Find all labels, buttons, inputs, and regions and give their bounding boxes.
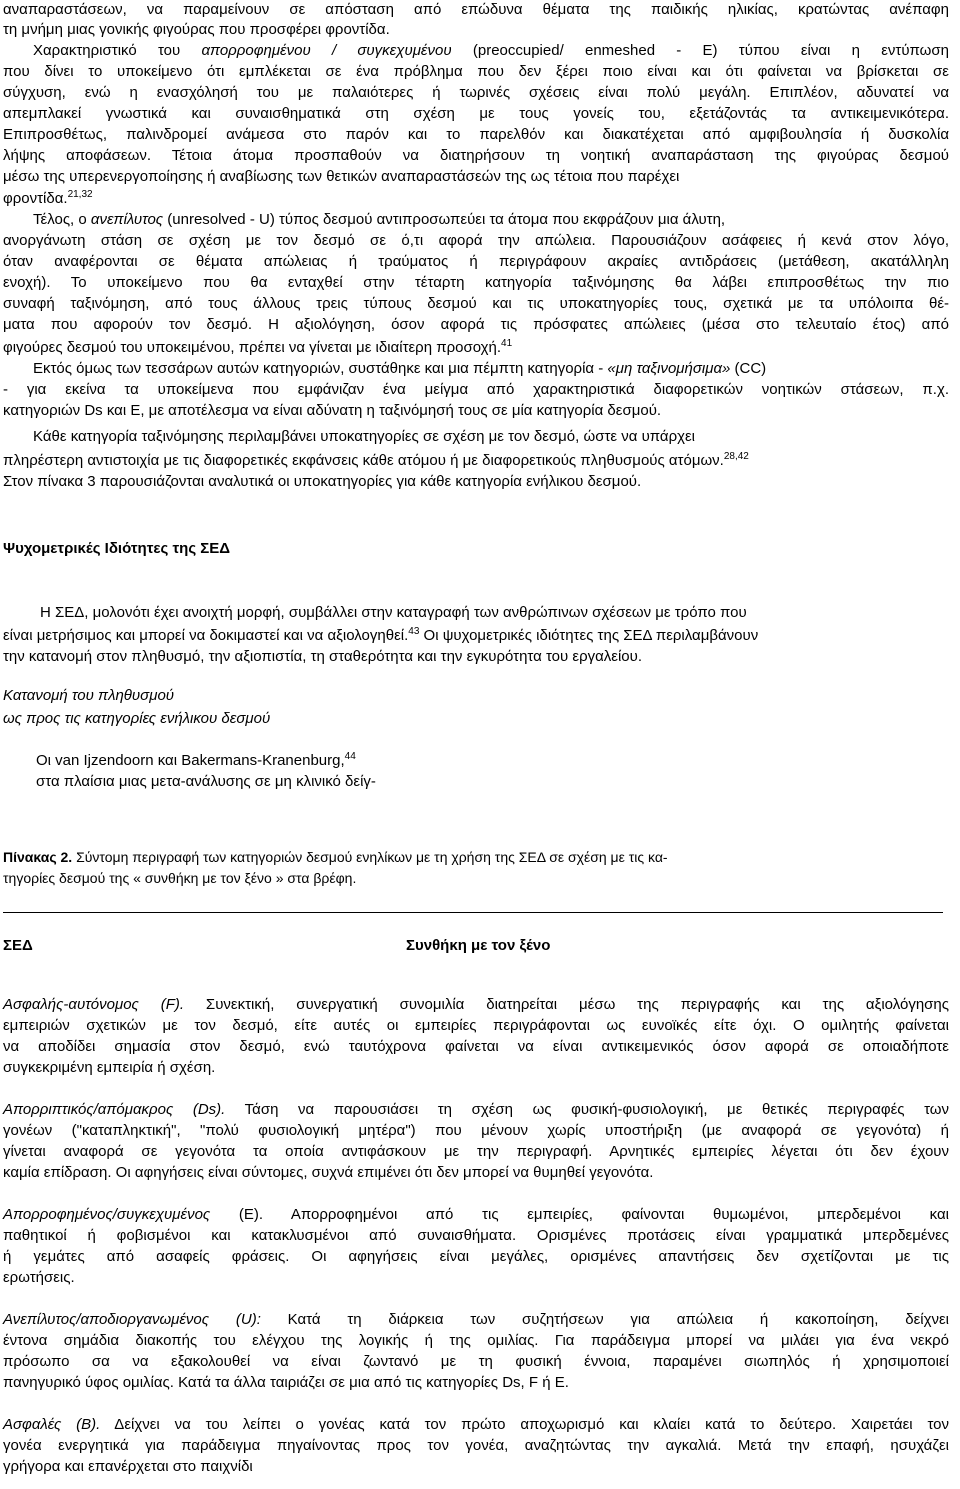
table-entry-line: να αποδίδει σημασία στον δεσμό, ενώ ταυτόχρονα φαίνεται να είναι αντικειμενικός όσον αφορά σε οποιαδήποτε (3, 1038, 949, 1055)
table-entry-line: Ασφαλές (B). Δείχνει να του λείπει ο γονέας κατά τον πρώτο αποχωρισμό και κλαίει κατά το δεύτερο. Χαιρετάει τον (3, 1416, 949, 1433)
entry-term: Απορριπτικός/απόμακρος (Ds). (3, 1101, 226, 1118)
subsection-heading: ως προς τις κατηγορίες ενήλικου δεσμού (3, 710, 271, 727)
table-column-header: ΣΕΔ (3, 937, 33, 954)
entry-term: Ανεπίλυτος/αποδιοργανωμένος (U): (3, 1311, 261, 1328)
paragraph-line: Κάθε κατηγορία ταξινόμησης περιλαμβάνει υποκατηγορίες σε σχέση με τον δεσμό, ώστε να υπάρχει (33, 428, 696, 445)
paragraph-line: φιγούρες δεσμού του υποκειμένου, πρέπει να γίνεται με ιδιαίτερη προσοχή.$^{41}$ (3, 338, 513, 356)
paragraph-line: Χαρακτηριστικό του απορροφημένου / συγκεχυμένου (preoccupied/ enmeshed - E) τύπου είναι η εντύπωση (33, 42, 949, 59)
paragraph-line: λήψης αποφάσεων. Τέτοια άτομα προσπαθούν να διατηρήσουν τη νοητική αναπαράσταση της φιγούρας δεσμού (3, 147, 949, 164)
paragraph-line: Οι van Ijzendoorn και Bakermans-Kranenburg,$^{44}$ (36, 751, 356, 769)
entry-term: Απορροφημένος/συγκεχυμένος (3, 1206, 211, 1223)
paragraph-line: Επιπροσθέτως, παλινδρομεί ανάμεσα στο παρόν και το παρελθόν και διακατέχεται από αμφιβουλησία ή δυσκολία (3, 126, 949, 143)
citation-superscript: 44 (344, 751, 356, 762)
paragraph-line: που δίνει το υποκείμενο ότι εμπλέκεται σε ένα πρόβλημα που δεν ξέρει ποιο είναι και ότι φαίνεται να βρίσκεται σε (3, 63, 949, 80)
table-entry-line: συγκεκριμένη εμπειρία ή σχέση. (3, 1059, 216, 1076)
table-entry-line: έντονα σημάδια διακοπής του ελέγχου της λογικής ή της ομιλίας. Για παράδειγμα μπορεί να μιλάει για ένα νεκρό (3, 1332, 949, 1349)
table-entry-line: Ασφαλής-αυτόνομος (F). Συνεκτική, συνεργατική συνομιλία διατηρείται μέσω της περιγραφής και της αξιολόγησης (3, 996, 949, 1013)
table-entry-line: γονέων ("καταπληκτική", "πολύ φυσιολογική μητέρα") που μένουν χωρίς υποστήριξη (με αναφορά σε γεγονότα) ή (3, 1122, 949, 1139)
paragraph-line: κατηγοριών Ds και E, με αποτέλεσμα να είναι αδύνατη η ταξινόμησή τους σε μία κατηγορία δεσμού. (3, 402, 662, 419)
entry-term: Ασφαλής-αυτόνομος (F). (3, 996, 185, 1013)
paragraph-line: στα πλαίσια μιας μετα-ανάλυσης σε μη κλινικό δείγ- (36, 773, 376, 790)
table-top-rule (3, 912, 943, 913)
table-entry-line: πανηγυρικό ύφος ομιλίας. Κατά τα άλλα ταιριάζει σε μια από τις κατηγορίες Ds, F ή E. (3, 1374, 569, 1391)
table-entry-line: πρόσωπο σα να εξακολουθεί να είναι ζωντανό με τη φυσική έννοια, παραμένει σιωπηλός ή χρησιμοποιεί (3, 1353, 949, 1370)
citation-superscript: 41 (501, 338, 513, 349)
citation-superscript: 43 (408, 626, 420, 637)
table-entry-line: γρήγορα και επανέρχεται στο παιχνίδι (3, 1458, 253, 1475)
entry-term: Ασφαλές (B). (3, 1416, 101, 1433)
paragraph-line: αναπαραστάσεων, να παραμείνουν σε απόσταση από επώδυνα θέματα της παιδικής ηλικίας, κρατώντας ανέπαφη (3, 1, 949, 18)
table-caption: Πίνακας 2. Σύντομη περιγραφή των κατηγοριών δεσμού ενηλίκων με τη χρήση της ΣΕΔ σε σχέση με τις κα- (3, 849, 668, 865)
paragraph-line: - για εκείνα τα υποκείμενα που εμφάνιζαν ένα μείγμα από χαρακτηριστικά διαφορετικών νοητικών στάσεων, π.χ. (3, 381, 949, 398)
table-label: Πίνακας 2. (3, 849, 73, 865)
paragraph-line: είναι μετρήσιμος και μπορεί να δοκιμαστεί και να αξιολογηθεί.$^{43}$ Οι ψυχομετρικές ιδιότητες της ΣΕΔ περιλαμβάνουν (3, 626, 759, 644)
paragraph-line: πληρέστερη αντιστοιχία με τις διαφορετικές εκφάνσεις κάθε ατόμου ή με διαφορετικούς πληθυσμούς ατόμων.$^{28,42}$ (3, 451, 749, 469)
paragraph-line: απεμπλακεί γνωστικά και συναισθηματικά στη σχέση με τους γονείς του, εξετάζοντάς τα αντικειμενικότερα. (3, 105, 949, 122)
paragraph-line: Στον πίνακα 3 παρουσιάζονται αναλυτικά οι υποκατηγορίες για κάθε κατηγορία ενήλικου δεσμού. (3, 473, 642, 490)
paragraph-line: ματα που αφορούν τον δεσμό. Η αξιολόγηση, όσον αφορά τις πρόσφατες απώλειες (μέσα στο τελευταίο έτος) από (3, 316, 949, 333)
table-entry-line: παθητικοί ή φοβισμένοι και κατακλυσμένοι από συναισθήματα. Ορισμένες προτάσεις είναι γραμματικά μπερδεμένες (3, 1227, 949, 1244)
paragraph-line: Εκτός όμως των τεσσάρων αυτών κατηγοριών, συστάθηκε και μια πέμπτη κατηγορία - «μη ταξινομήσιμα» (CC) (33, 360, 767, 377)
paragraph-line: ενοχή). Το υποκείμενο που θα ενταχθεί στην τέταρτη κατηγορία ταξινόμησης θα λάβει επιπροσθέτως την πιο (3, 274, 949, 291)
paragraph-line: Η ΣΕΔ, μολονότι έχει ανοιχτή μορφή, συμβάλλει στην καταγραφή των ανθρώπινων σχέσεων με τρόπο που (40, 604, 747, 621)
paragraph-line: την κατανομή στον πληθυσμό, την αξιοπιστία, τη σταθερότητα και την εγκυρότητα του εργαλείου. (3, 648, 643, 665)
paragraph-line: Τέλος, ο ανεπίλυτος (unresolved - U) τύπος δεσμού αντιπροσωπεύει τα άτομα που εκφράζουν μια άλυτη, (33, 211, 726, 228)
table-caption: τηγορίες δεσμού της « συνθήκη με τον ξένο » στα βρέφη. (3, 870, 357, 886)
citation-superscript: 28,42 (723, 451, 749, 462)
paragraph-line: φροντίδα.$^{21,32}$ (3, 189, 93, 207)
paragraph-line: μέσω της υπερενεργοποίησης ή αναβίωσης των θετικών αναπαραστάσεών της ως τέτοια που παρέχει (3, 168, 680, 185)
paragraph-line: ανοργάνωτη στάση σε σχέση με τον δεσμό σε ό,τι αφορά την απώλεια. Παρουσιάζουν ασάφειες ή κενά στον λόγο, (3, 232, 949, 249)
table-column-header: Συνθήκη με τον ξένο (406, 937, 551, 954)
table-entry-line: Ανεπίλυτος/αποδιοργανωμένος (U): Κατά τη διάρκεια των συζητήσεων για απώλεια ή κακοποίηση, δείχνει (3, 1311, 949, 1328)
citation-superscript: 21,32 (67, 189, 93, 200)
table-entry-line: Απορροφημένος/συγκεχυμένος (E). Απορροφημένοι από τις εμπειρίες, φαίνονται θυμωμένοι, μπερδεμένοι και (3, 1206, 949, 1223)
table-entry-line: γονέα ενεργητικά για παράδειγμα πηγαίνοντας προς τον γονέα, αναζητώντας την αγκαλιά. Μετά την επαφή, ησυχάζει (3, 1437, 949, 1454)
table-entry-line: γίνεται αναφορά σε γεγονότα τα οποία αντιφάσκουν με την περιγραφή. Αρνητικές εμπειρίες λέγεται ότι δεν έχουν (3, 1143, 949, 1160)
table-entry-line: καμία επίδραση. Οι αφηγήσεις είναι σύντομες, συχνά επιμένει ότι δεν μπορεί να θυμηθεί γεγονότα. (3, 1164, 654, 1181)
paragraph-line: όταν αναφέρονται σε θέματα απώλειας ή τραύματος ή περιγράφουν ακραίες αντιδράσεις (μετάθεση, ακατάλληλη (3, 253, 949, 270)
table-entry-line: εμπειριών σχετικών με τον δεσμό, είτε αυτές οι εμπειρίες περιγράφονται ως ευνοϊκές είτε όχι. Ο ομιλητής φαίνεται (3, 1017, 949, 1034)
section-heading: Ψυχομετρικές Ιδιότητες της ΣΕΔ (3, 540, 231, 557)
table-entry-line: ερωτήσεις. (3, 1269, 75, 1286)
table-entry-line: ή γεμάτες από ασαφείς φράσεις. Οι αφηγήσεις είναι μεγάλες, ορισμένες απαντήσεις δεν σχετίζονται με τις (3, 1248, 949, 1265)
table-entry-line: Απορριπτικός/απόμακρος (Ds). Τάση να παρουσιάσει τη σχέση ως φυσική-φυσιολογική, με θετικές περιγραφές των (3, 1101, 949, 1118)
paragraph-line: τη μνήμη μιας γονικής φιγούρας που προσφέρει φροντίδα. (3, 21, 390, 38)
paragraph-line: συναφή ταξινόμηση, από τους άλλους τρεις τύπους δεσμού και τις υποκατηγορίες τους, σχετικά με τα υπόλοιπα θέ- (3, 295, 949, 312)
paragraph-line: σύγχυση, ενώ η ενασχόλησή του με παλαιότερες ή τωρινές σχέσεις είναι πολύ μεγάλη. Επιπλέον, αδυνατεί να (3, 84, 949, 101)
subsection-heading: Κατανομή του πληθυσμού (3, 687, 175, 704)
